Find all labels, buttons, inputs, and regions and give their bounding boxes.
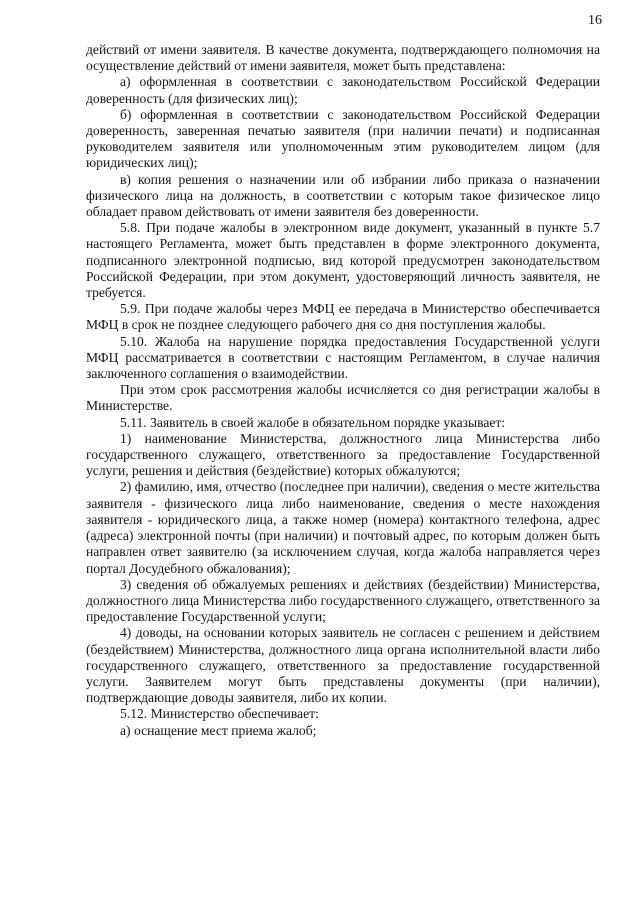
paragraph: 5.12. Министерство обеспечивает:: [120, 706, 319, 722]
paragraph: 4) доводы, на основании которых заявитель не согласен с решением и действием (бездействием) Министерства, должностного лица органа исполнительной власти либо государственного служащего, ответственного за предоставление государственной услуги. Заявителем могут быть представлены документы (при наличии), подтверждающие доводы заявителя, либо их копии.: [86, 625, 600, 706]
paragraph: 5.11. Заявитель в своей жалобе в обязательном порядке указывает:: [120, 414, 506, 430]
paragraph: 5.9. При подаче жалобы через МФЦ ее передача в Министерство обеспечивается МФЦ в срок не позднее следующего рабочего дня со дня поступления жалобы.: [86, 301, 600, 333]
paragraph: в) копия решения о назначении или об избрании либо приказа о назначении физического лица на должность, в соответствии с которым такое физическое лицо обладает правом действовать от имени заявителя без доверенности.: [86, 171, 600, 220]
paragraph: действий от имени заявителя. В качестве документа, подтверждающего полномочия на осуществление действий от имени заявителя, может быть представлена:: [86, 42, 600, 74]
paragraph: 5.8. При подаче жалобы в электронном виде документ, указанный в пункте 5.7 настоящего Регламента, может быть представлен в форме электронного документа, подписанного электронной подписью, вид которой предусмотрен законодательством Российской Федерации, при этом документ, удостоверяющий личность заявителя, не требуется.: [86, 220, 600, 301]
page-number: 16: [588, 13, 602, 28]
paragraph: 3) сведения об обжалуемых решениях и действиях (бездействии) Министерства, должностного лица Министерства либо государственного служащего, ответственного за предоставление Государственной услуги;: [86, 576, 600, 625]
paragraph: При этом срок рассмотрения жалобы исчисляется со дня регистрации жалобы в Министерстве.: [86, 382, 600, 414]
paragraph: 5.10. Жалоба на нарушение порядка предоставления Государственной услуги МФЦ рассматривается в соответствии с настоящим Регламентом, в случае наличия заключенного соглашения о взаимодействии.: [86, 333, 600, 382]
paragraph: 1) наименование Министерства, должностного лица Министерства либо государственного служащего, ответственного за предоставление Государственной услуги, решения и действия (бездействие) которых обжалуются;: [86, 430, 600, 479]
paragraph: б) оформленная в соответствии с законодательством Российской Федерации доверенность, заверенная печатью заявителя (при наличии печати) и подписанная руководителем заявителя или уполномоченным этим руководителем лицом (для юридических лиц);: [86, 106, 600, 171]
paragraph: а) оформленная в соответствии с законодательством Российской Федерации доверенность (для физических лиц);: [86, 74, 600, 106]
paragraph: 2) фамилию, имя, отчество (последнее при наличии), сведения о месте жительства заявителя - физического лица либо наименование, сведения о месте нахождения заявителя - юридического лица, а также номер (номера) контактного телефона, адрес (адреса) электронной почты (при наличии) и почтовый адрес, по которым должен быть направлен ответ заявителю (за исключением случая, когда жалоба направляется через портал Досудебного обжалования);: [86, 479, 600, 576]
paragraph: а) оснащение мест приема жалоб;: [120, 722, 317, 738]
document-body: [86, 42, 600, 739]
